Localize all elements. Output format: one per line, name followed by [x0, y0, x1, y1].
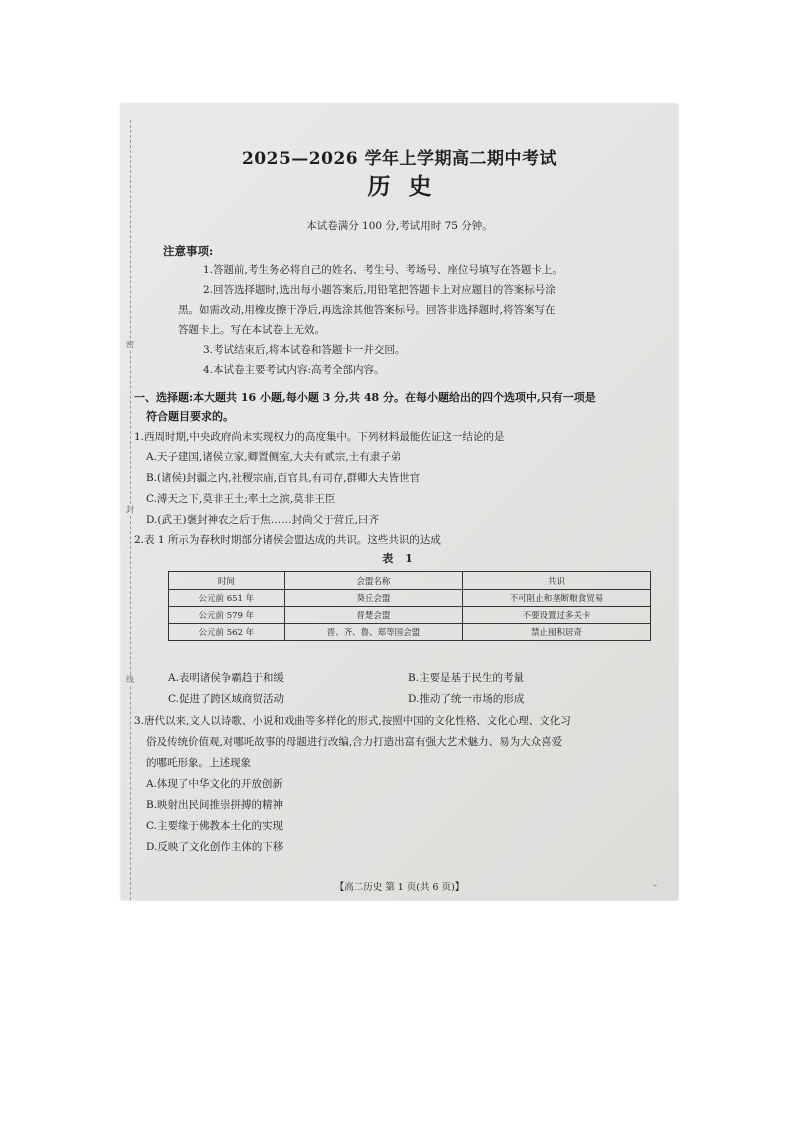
question-3-option-b: B.映射出民间推崇拼搏的精神 [146, 799, 284, 811]
question-2-stem: 2.表 1 所示为春秋时期部分诸侯会盟达成的共识。这些共识的达成 [134, 534, 441, 546]
exam-title: 2025—2026 学年上学期高二期中考试 [241, 149, 558, 169]
question-3-stem-cont: 俗及传统价值观,对哪吒故事的母题进行改编,合力打造出富有强大艺术魅力、易为大众喜爱 [146, 736, 563, 748]
page-footer: 【高二历史 第 1 页(共 6 页)】 [334, 882, 465, 893]
table-caption: 表 1 [382, 552, 417, 565]
question-2-option-a: A.表明诸侯争霸趋于和缓 [168, 672, 284, 684]
table-cell: 葵丘会盟 [284, 590, 462, 607]
consensus-table [168, 571, 651, 641]
question-3-option-c: C.主要缘于佛教本土化的实现 [146, 820, 283, 832]
table-header-row [169, 572, 651, 590]
question-2-option-b: B.主要是基于民生的考量 [408, 672, 525, 684]
notice-line: 4.本试卷主要考试内容:高考全部内容。 [203, 364, 385, 376]
subject-title: 历史 [367, 173, 450, 200]
question-1-stem: 1.西周时期,中央政府尚未实现权力的高度集中。下列材料最能佐证这一结论的是 [134, 431, 505, 443]
notice-line: 黑。如需改动,用橡皮擦干净后,再选涂其他答案标号。回答非选择题时,将答案写在 [178, 304, 556, 316]
question-3-stem: 3.唐代以来,文人以诗歌、小说和戏曲等多样化的形式,按照中国的文化性格、文化心理、文化习 [134, 715, 571, 727]
table-cell: 不可阻止和垄断粮食贸易 [463, 590, 651, 607]
table-cell: 不要设置过多关卡 [463, 607, 651, 624]
table-cell: 禁止囤积居奇 [463, 624, 651, 641]
table-row [169, 590, 651, 607]
question-2-option-c: C.促进了跨区域商贸活动 [168, 693, 284, 705]
notice-line: 2.回答选择题时,选出每小题答案后,用铅笔把答题卡上对应题目的答案标号涂 [203, 284, 556, 296]
section-heading: 一、选择题:本大题共 16 小题,每小题 3 分,共 48 分。在每小题给出的四个选项中,只有一项是 [134, 391, 596, 404]
notice-line: 答题卡上。写在本试卷上无效。 [178, 324, 325, 336]
exam-paper [121, 104, 678, 900]
question-1-option-b: B.(诸侯)封疆之内,社稷宗庙,百官具,有司存,群卿大夫皆世官 [146, 472, 421, 484]
question-1-option-c: C.溥天之下,莫非王土;率土之滨,莫非王臣 [146, 493, 336, 505]
question-3-stem-cont: 的哪吒形象。上述现象 [146, 757, 251, 769]
table-row [169, 607, 651, 624]
table-cell: 公元前 579 年 [169, 607, 285, 624]
notice-line: 3.考试结束后,将本试卷和答题卡一并交回。 [203, 344, 406, 356]
table-cell: 公元前 651 年 [169, 590, 285, 607]
exam-info: 本试卷满分 100 分,考试用时 75 分钟。 [306, 220, 493, 232]
table-cell: 晋、齐、鲁、郑等国会盟 [284, 624, 462, 641]
question-3-option-d: D.反映了文化创作主体的下移 [146, 841, 284, 853]
binding-char: 密 [126, 340, 134, 349]
question-3-option-a: A.体现了中华文化的开放创新 [146, 778, 283, 790]
footer-mark: – [653, 881, 657, 890]
notice-heading: 注意事项: [163, 244, 214, 258]
table-cell: 晋楚会盟 [284, 607, 462, 624]
table-header-cell: 时间 [169, 572, 285, 590]
table-header-cell: 会盟名称 [284, 572, 462, 590]
table-header-cell: 共识 [463, 572, 651, 590]
table-cell: 公元前 562 年 [169, 624, 285, 641]
question-1-option-d: D.(武王)褒封神农之后于焦……封尚父于营丘,曰齐 [146, 514, 379, 526]
table-row [169, 624, 651, 641]
notice-line: 1.答题前,考生务必将自己的姓名、考生号、考场号、座位号填写在答题卡上。 [203, 264, 563, 276]
binding-margin [121, 120, 135, 900]
section-heading-cont: 符合题目要求的。 [146, 410, 234, 423]
binding-char: 封 [126, 505, 134, 514]
question-2-option-d: D.推动了统一市场的形成 [408, 693, 525, 705]
question-1-option-a: A.天子建国,诸侯立家,卿置侧室,大夫有贰宗,士有隶子弟 [146, 451, 402, 463]
binding-char: 线 [126, 675, 134, 684]
